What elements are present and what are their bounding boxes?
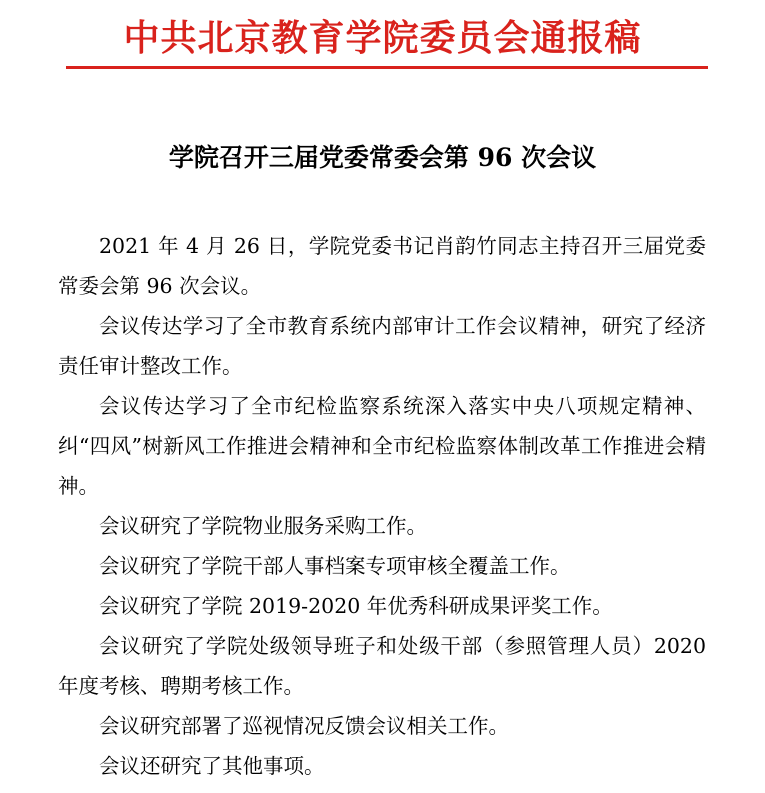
document-body (58, 226, 706, 786)
document-title: 学院召开三届党委常委会第 96 次会议 (168, 143, 597, 172)
paragraph-inspection-feedback: 会议研究部署了巡视情况反馈会议相关工作。 (99, 714, 509, 738)
paragraph-property-services: 会议研究了学院物业服务采购工作。 (99, 514, 427, 538)
paragraph-research-awards: 会议研究了学院 2019-2020 年优秀科研成果评奖工作。 (99, 594, 613, 618)
masthead-title: 中共北京教育学院委员会通报稿 (123, 17, 642, 59)
paragraph-audit: 会议传达学习了全市教育系统内部审计工作会议精神，研究了经济责任审计整改工作。 (58, 314, 706, 378)
paragraph-cadre-assessment: 会议研究了学院处级领导班子和处级干部（参照管理人员）2020 年度考核、聘期考核工作。 (58, 634, 706, 698)
paragraph-meeting-intro: 2021 年 4 月 26 日，学院党委书记肖韵竹同志主持召开三届党委常委会第 96 次会议。 (58, 234, 706, 298)
paragraph-personnel-files: 会议研究了学院干部人事档案专项审核全覆盖工作。 (99, 554, 571, 578)
masthead-red-rule (66, 66, 708, 69)
paragraph-discipline: 会议传达学习了全市纪检监察系统深入落实中央八项规定精神、纠“四风”树新风工作推进会精神和全市纪检监察体制改革工作推进会精神。 (58, 394, 706, 498)
paragraph-other-matters: 会议还研究了其他事项。 (99, 754, 325, 778)
